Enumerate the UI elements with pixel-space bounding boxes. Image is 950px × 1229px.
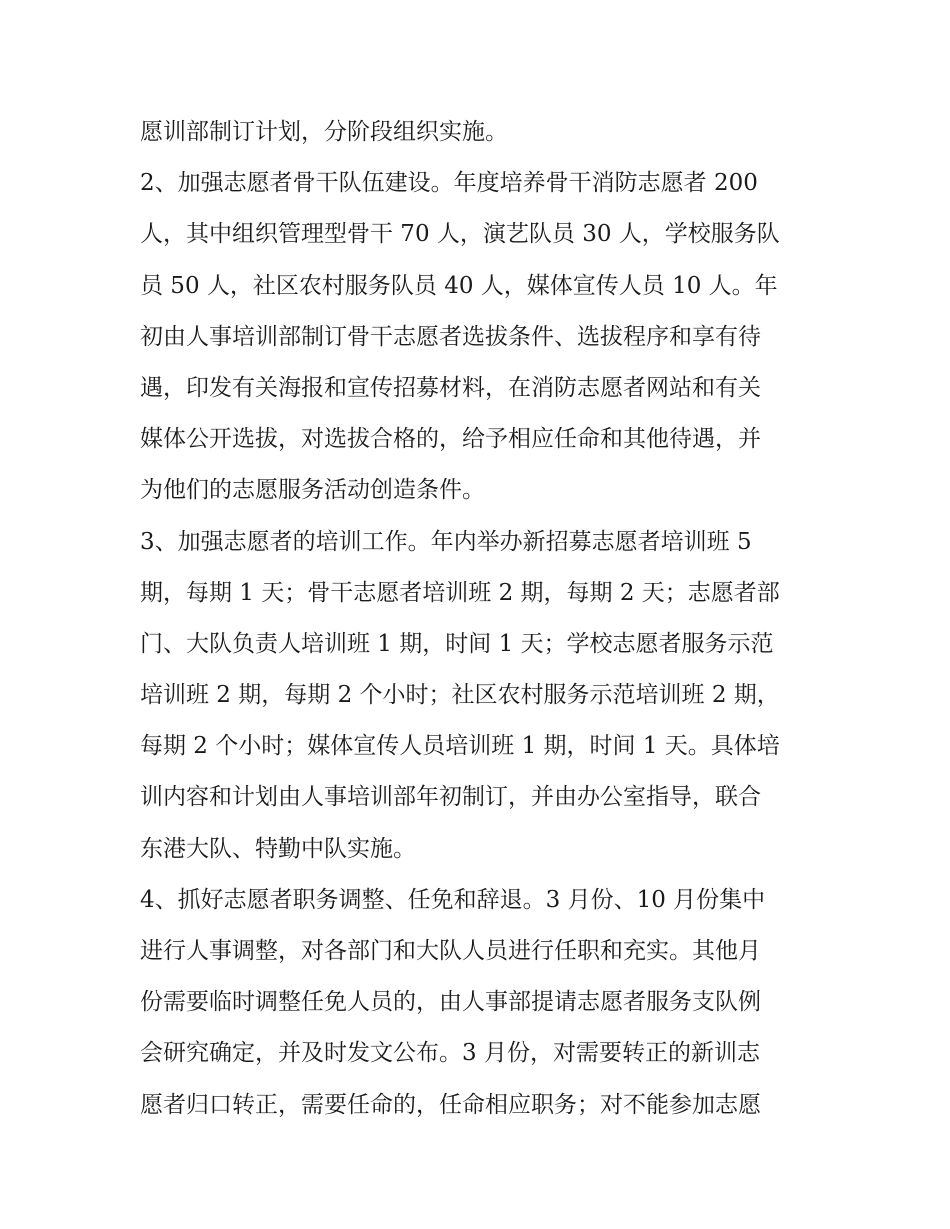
text-line: 遇，印发有关海报和宣传招募材料，在消防志愿者网站和有关 [140,374,761,401]
text-line: 愿训部制订计划，分阶段组织实施。 [140,119,508,145]
text-line: 为他们的志愿服务活动创造条件。 [140,477,485,504]
text-line: 人，其中组织管理型骨干 70 人，演艺队员 30 人，学校服务队 [140,221,780,248]
text-line: 2、加强志愿者骨干队伍建设。年度培养骨干消防志愿者 200 [140,170,758,197]
text-line: 东港大队、特勤中队实施。 [140,835,416,862]
text-line: 愿者归口转正，需要任命的，任命相应职务；对不能参加志愿 [140,1091,761,1118]
text-line: 4、抓好志愿者职务调整、任免和辞退。3 月份、10 月份集中 [140,886,766,913]
text-line: 每期 2 个小时；媒体宣传人员培训班 1 期，时间 1 天。具体培 [140,733,780,760]
text-line: 训内容和计划由人事培训部年初制订，并由办公室指导，联合 [140,784,761,811]
document-body [140,107,820,1131]
text-line: 期，每期 1 天；骨干志愿者培训班 2 期，每期 2 天；志愿者部 [140,579,780,606]
text-line: 媒体公开选拔，对选拔合格的，给予相应任命和其他待遇，并 [140,426,761,453]
text-line: 初由人事培训部制订骨干志愿者选拔条件、选拔程序和享有待 [140,323,761,350]
text-line: 份需要临时调整任免人员的，由人事部提请志愿者服务支队例 [140,989,761,1016]
text-line: 进行人事调整，对各部门和大队人员进行任职和充实。其他月 [140,938,761,964]
text-line: 门、大队负责人培训班 1 期，时间 1 天；学校志愿者服务示范 [140,630,774,657]
text-line: 3、加强志愿者的培训工作。年内举办新招募志愿者培训班 5 [140,528,752,555]
text-line: 会研究确定，并及时发文公布。3 月份，对需要转正的新训志 [140,1040,760,1067]
text-line: 员 50 人，社区农村服务队员 40 人，媒体宣传人员 10 人。年 [140,272,778,299]
text-line: 培训班 2 期，每期 2 个小时；社区农村服务示范培训班 2 期， [140,682,780,709]
